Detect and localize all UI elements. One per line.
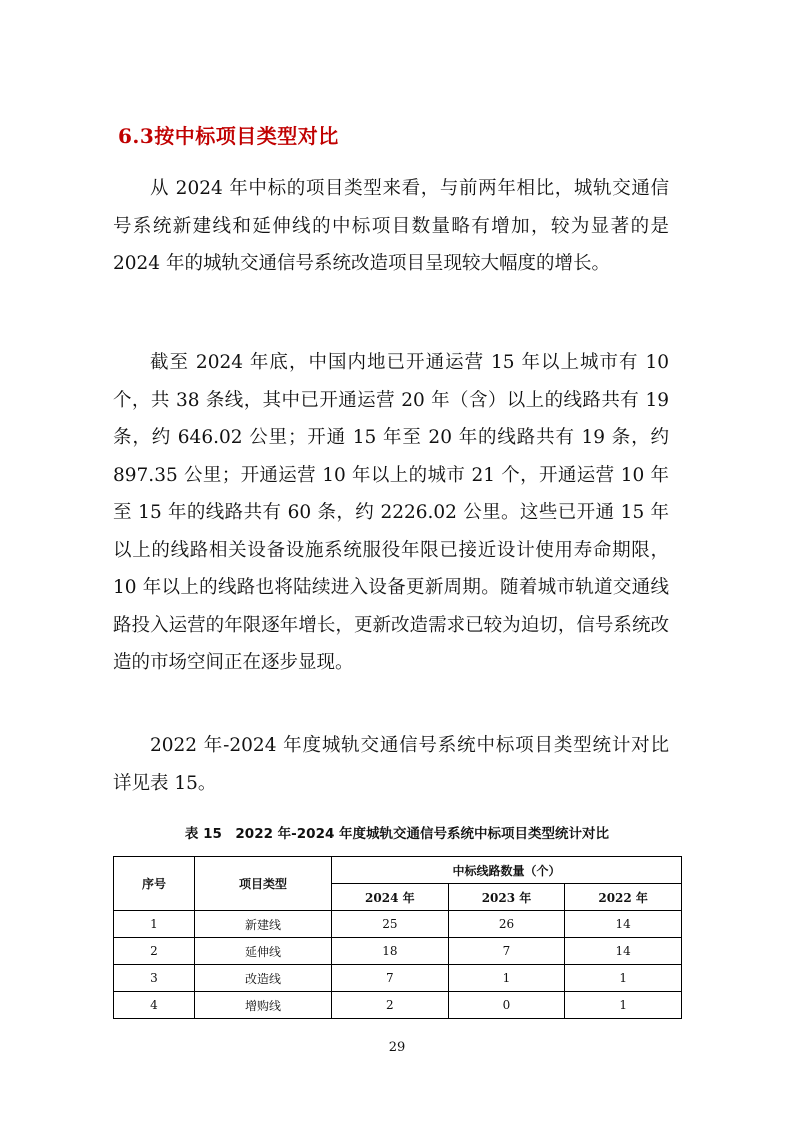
cell-2024: 18 [332,938,449,965]
paragraph-2: 截至 2024 年底，中国内地已开通运营 15 年以上城市有 10 个，共 38 条线，其中已开通运营 20 年（含）以上的线路共有 19 条，约 646.02 公里；开通 15 年至 20 年的线路共有 19 条，约 897.35 公里；开通运营 10 年以上的城市 21 个，开通运营 10 年至 15 年的线路共有 60 条，约 2226.02 公里。这些已开通 15 年以上的线路相关设备设施系统服役年限已接近设计使用寿命期限，10 年以上的线路也将陆续进入设备更新周期。随着城市轨道交通线路投入运营的年限逐年增长，更新改造需求已较为迫切，信号系统改造的市场空间正在逐步显现。 [113,352,669,673]
cell-2023: 26 [448,911,565,938]
cell-no: 1 [114,911,195,938]
paragraph-1: 从 2024 年中标的项目类型来看，与前两年相比，城轨交通信号系统新建线和延伸线的中标项目数量略有增加，较为显著的是 2024 年的城轨交通信号系统改造项目呈现较大幅度的增长。 [113,178,669,274]
cell-2022: 1 [565,965,682,992]
cell-2023: 1 [448,965,565,992]
cell-2022: 1 [565,992,682,1019]
cell-2022: 14 [565,938,682,965]
table-row [114,938,682,965]
cell-type: 改造线 [195,965,332,992]
cell-2022: 14 [565,911,682,938]
cell-2024: 7 [332,965,449,992]
table-row [114,965,682,992]
cell-2023: 7 [448,938,565,965]
bid-type-table [113,856,682,1019]
header-no: 序号 [114,857,195,911]
cell-no: 4 [114,992,195,1019]
header-type: 项目类型 [195,857,332,911]
cell-no: 3 [114,965,195,992]
cell-type: 新建线 [195,911,332,938]
table-row [114,911,682,938]
table-caption: 表 15 2022 年-2024 年度城轨交通信号系统中标项目类型统计对比 [184,826,610,842]
table-row [114,992,682,1019]
table-header-row [114,857,682,884]
header-year-2022: 2022 年 [565,884,682,911]
cell-2023: 0 [448,992,565,1019]
header-year-2023: 2023 年 [448,884,565,911]
cell-type: 延伸线 [195,938,332,965]
page-number: 29 [388,1040,406,1055]
cell-type: 增购线 [195,992,332,1019]
cell-2024: 25 [332,911,449,938]
section-heading: 6.3按中标项目类型对比 [118,124,339,148]
cell-no: 2 [114,938,195,965]
paragraph-3: 2022 年-2024 年度城轨交通信号系统中标项目类型统计对比详见表 15。 [113,735,669,794]
cell-2024: 2 [332,992,449,1019]
header-group: 中标线路数量（个） [332,857,682,884]
header-year-2024: 2024 年 [332,884,449,911]
